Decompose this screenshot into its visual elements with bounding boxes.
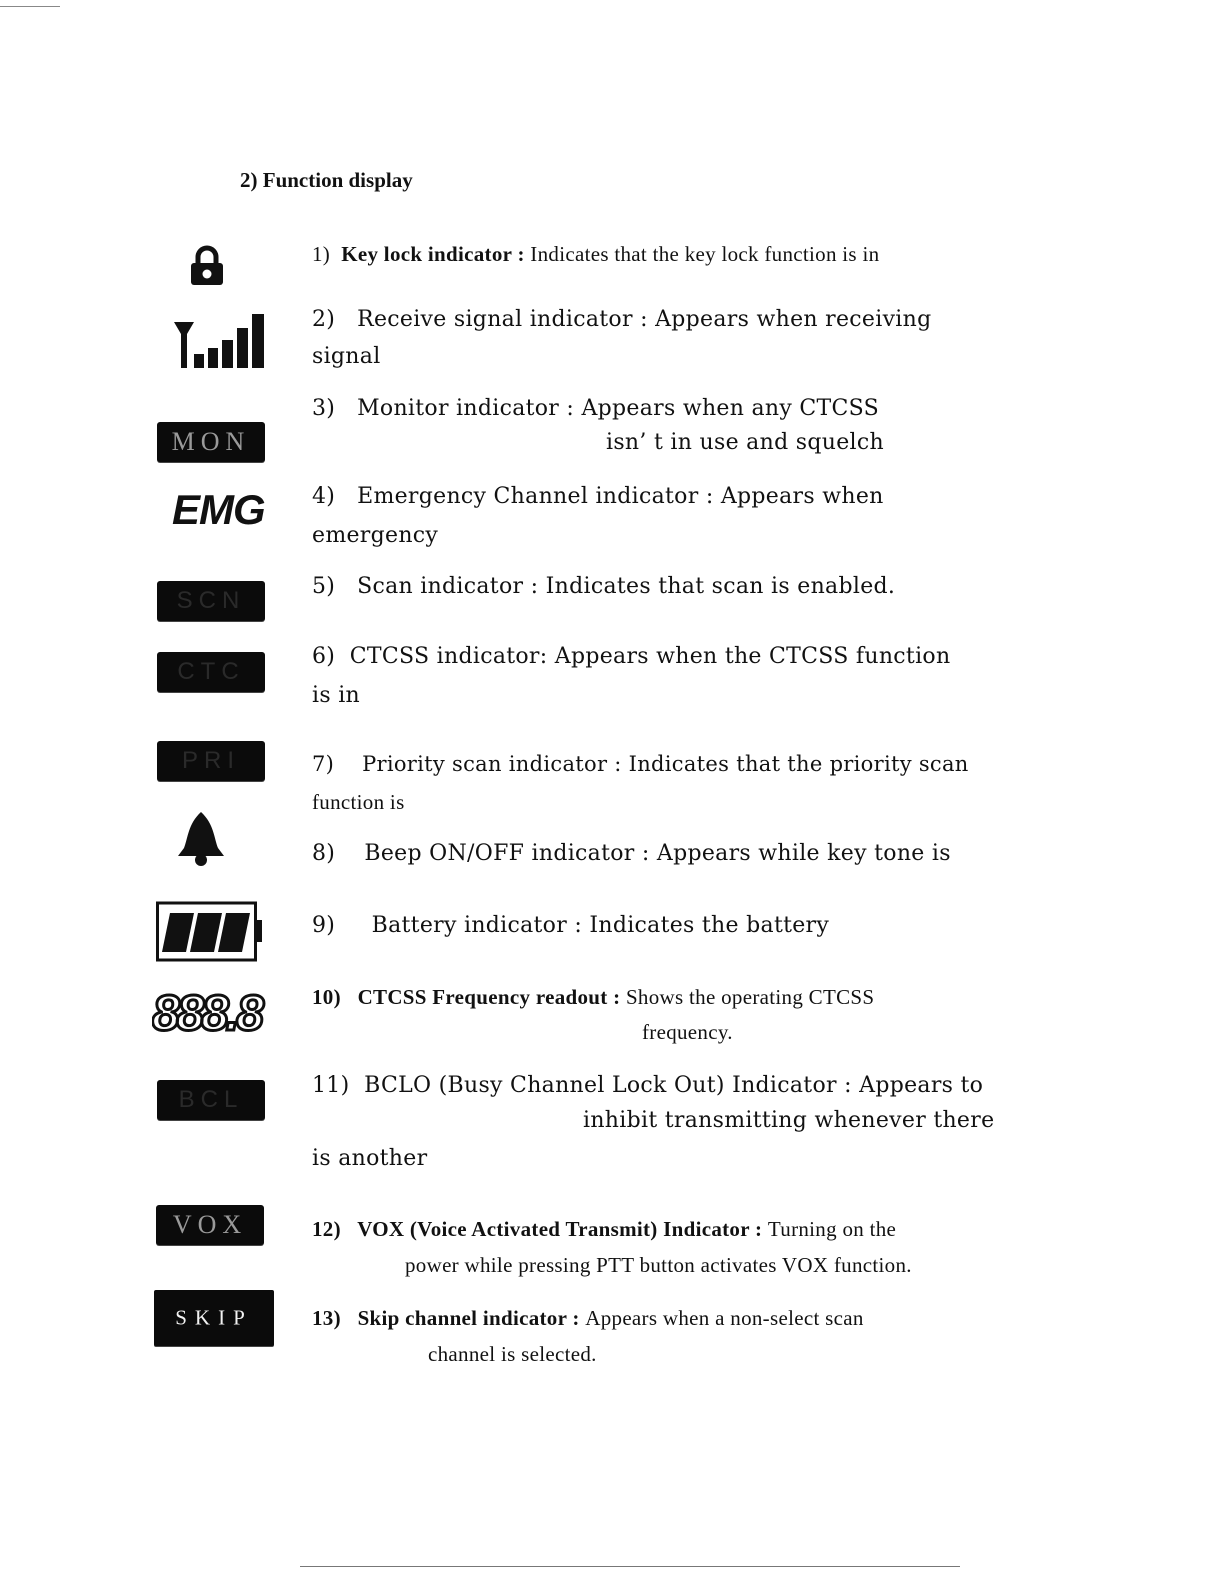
item-priority-scan: 7) Priority scan indicator : Indicates that the priority scan	[312, 752, 969, 776]
item-monitor: 3) Monitor indicator : Appears when any CTCSS	[312, 396, 880, 421]
item-scan: 5) Scan indicator : Indicates that scan is enabled.	[312, 574, 896, 599]
item-key-lock: 1) Key lock indicator : Indicates that the key lock function is in	[312, 242, 880, 266]
bclo-lcd-icon: BCL	[157, 1080, 265, 1120]
frequency-readout-digits: 888.8	[152, 985, 264, 1036]
lock-icon	[188, 244, 226, 286]
emg-icon: EMG	[172, 486, 265, 533]
scan-mark-top	[0, 6, 60, 7]
priority-lcd-icon: PRI	[157, 741, 265, 781]
frequency-readout-icon	[152, 984, 268, 1036]
item-frequency-readout: 10) CTCSS Frequency readout : Shows the operating CTCSS	[312, 985, 875, 1009]
monitor-lcd-icon: MON	[157, 422, 265, 462]
item-receive-signal: 2) Receive signal indicator : Appears when receiving	[312, 307, 932, 332]
signal-strength-icon	[170, 312, 266, 370]
item-bclo: 11) BCLO (Busy Channel Lock Out) Indicator : Appears to	[312, 1073, 984, 1098]
item-ctcss: 6) CTCSS indicator: Appears when the CTCSS function	[312, 644, 951, 669]
ctcss-lcd-icon: CTC	[157, 652, 265, 692]
item-bclo-cont: inhibit transmitting whenever there	[583, 1108, 995, 1133]
item-beep: 8) Beep ON/OFF indicator : Appears while key tone is	[312, 841, 951, 866]
item-vox-cont: power while pressing PTT button activates VOX function.	[405, 1253, 912, 1277]
item-emergency-cont: emergency	[312, 523, 439, 548]
item-monitor-cont: isn’ t in use and squelch	[606, 430, 884, 455]
item-priority-scan-cont: function is	[312, 790, 405, 814]
item-receive-signal-cont: signal	[312, 344, 381, 369]
item-frequency-readout-cont: frequency.	[642, 1020, 733, 1044]
skip-lcd-icon: SKIP	[154, 1290, 274, 1346]
footer-rule	[300, 1566, 960, 1567]
bell-icon	[176, 810, 226, 868]
section-heading: 2) Function display	[240, 168, 413, 192]
item-emergency: 4) Emergency Channel indicator : Appears when	[312, 484, 884, 509]
item-skip: 13) Skip channel indicator : Appears when a non-select scan	[312, 1306, 864, 1330]
battery-icon	[156, 900, 264, 962]
scan-lcd-icon: SCN	[157, 581, 265, 621]
item-vox: 12) VOX (Voice Activated Transmit) Indicator : Turning on the	[312, 1217, 897, 1241]
item-battery: 9) Battery indicator : Indicates the battery	[312, 913, 830, 938]
vox-lcd-icon: VOX	[156, 1205, 264, 1245]
item-ctcss-cont: is in	[312, 683, 361, 708]
item-skip-cont: channel is selected.	[428, 1342, 597, 1366]
item-bclo-cont2: is another	[312, 1146, 428, 1171]
